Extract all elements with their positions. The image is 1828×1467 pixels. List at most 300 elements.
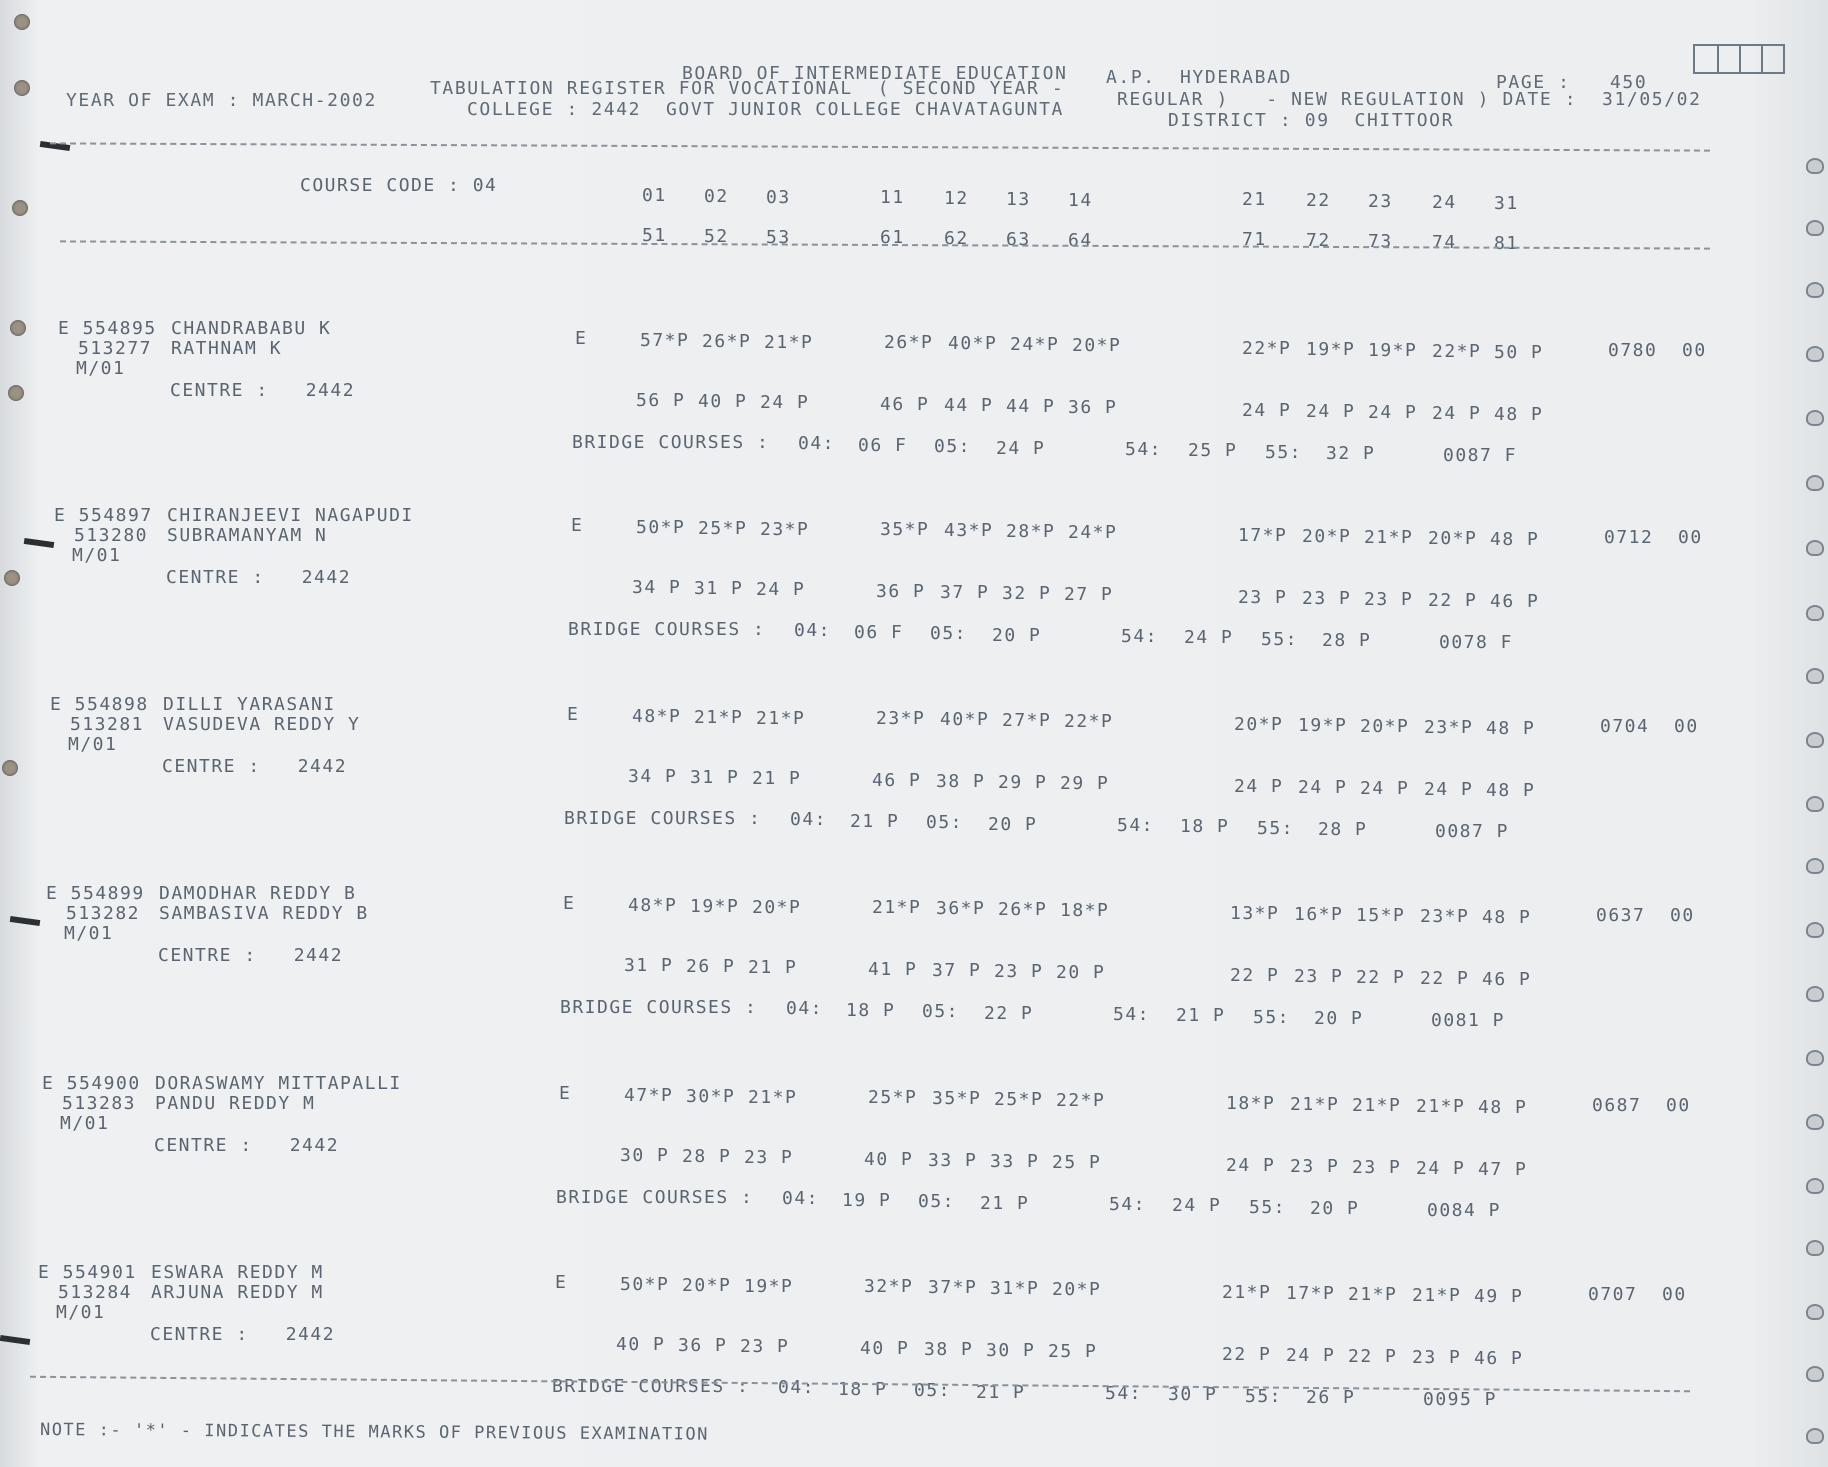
mark-current: 24 P xyxy=(1226,1155,1276,1176)
mark-previous: 20*P xyxy=(1052,1279,1102,1300)
year-of-exam: YEAR OF EXAM : MARCH-2002 xyxy=(66,90,377,111)
bridge-course-value: 04: xyxy=(786,998,824,1019)
course-code: 13 xyxy=(1006,189,1031,210)
bridge-course-value: 05: xyxy=(926,812,964,833)
total-marks: 0704 xyxy=(1600,716,1650,737)
mark-current: 25 P xyxy=(1048,1341,1098,1362)
bridge-courses-label: BRIDGE COURSES : xyxy=(572,432,770,453)
pen-mark xyxy=(24,538,55,548)
mark-previous: 19*P xyxy=(1368,340,1418,361)
total-marks: 0712 xyxy=(1604,527,1654,548)
mark-current: 44 P xyxy=(1006,396,1056,417)
mark-current: 38 P xyxy=(924,1339,974,1360)
course-code: 12 xyxy=(944,188,969,209)
mark-previous: 23*P xyxy=(760,519,810,540)
bridge-course-value: 04: xyxy=(782,1188,820,1209)
feed-hole xyxy=(1806,475,1824,491)
mark-current: 22 P xyxy=(1356,967,1406,988)
student-id: 513283 xyxy=(62,1093,137,1114)
bridge-course-value: 55: xyxy=(1265,442,1303,463)
bridge-course-value: 0078 F xyxy=(1439,632,1514,653)
mark-current: 40 P xyxy=(616,1334,666,1355)
bridge-course-value: 54: xyxy=(1117,815,1155,836)
bridge-courses-label: BRIDGE COURSES : xyxy=(556,1187,754,1208)
feed-hole xyxy=(1806,346,1824,362)
result-code: 00 xyxy=(1674,716,1699,737)
bridge-course-value: 28 P xyxy=(1322,630,1372,651)
mark-current: 34 P xyxy=(628,766,678,787)
mark-previous: 26*P xyxy=(702,331,752,352)
bridge-course-value: 0084 P xyxy=(1427,1200,1502,1221)
mark-current: 37 P xyxy=(932,960,982,981)
mark-previous: 23*P xyxy=(1420,906,1470,927)
mark-current: 22 P xyxy=(1222,1344,1272,1365)
binder-hole xyxy=(12,200,28,216)
group-code: M/01 xyxy=(72,545,122,566)
feed-hole xyxy=(1806,732,1824,748)
bridge-course-value: 24 P xyxy=(1184,627,1234,648)
mark-previous: 48 P xyxy=(1490,529,1540,550)
mark-current: 48 P xyxy=(1486,780,1536,801)
mark-current: 29 P xyxy=(1060,773,1110,794)
mark-previous: 57*P xyxy=(640,330,690,351)
mark-previous: 43*P xyxy=(944,520,994,541)
bridge-course-value: 54: xyxy=(1113,1004,1151,1025)
bridge-course-value: 05: xyxy=(930,623,968,644)
feed-hole xyxy=(1806,668,1824,684)
binder-hole xyxy=(8,385,24,401)
mark-current: 21 P xyxy=(748,957,798,978)
bridge-course-value: 18 P xyxy=(838,1379,888,1400)
mark-previous: 21*P xyxy=(748,1087,798,1108)
bridge-course-value: 28 P xyxy=(1318,819,1368,840)
mark-previous: 21*P xyxy=(872,897,922,918)
mark-previous: 50 P xyxy=(1494,342,1544,363)
mark-current: 23 P xyxy=(1238,587,1288,608)
mark-current: 24 P xyxy=(1298,777,1348,798)
binder-hole xyxy=(2,760,18,776)
result-code: 00 xyxy=(1678,527,1703,548)
mark-current: 23 P xyxy=(1294,966,1344,987)
bridge-course-value: 55: xyxy=(1245,1386,1283,1407)
bridge-course-value: 26 P xyxy=(1306,1387,1356,1408)
medium-code: E xyxy=(563,893,576,914)
group-code: M/01 xyxy=(56,1302,106,1323)
mark-current: 31 P xyxy=(694,578,744,599)
mark-current: 46 P xyxy=(1490,591,1540,612)
mark-current: 46 P xyxy=(1474,1348,1524,1369)
bridge-course-value: 54: xyxy=(1121,626,1159,647)
mark-current: 44 P xyxy=(944,395,994,416)
mark-previous: 40*P xyxy=(940,709,990,730)
total-marks: 0687 xyxy=(1592,1095,1642,1116)
mark-current: 31 P xyxy=(690,767,740,788)
bridge-course-value: 05: xyxy=(934,436,972,457)
mark-current: 23 P xyxy=(1412,1347,1462,1368)
bridge-course-value: 24 P xyxy=(1172,1195,1222,1216)
mark-current: 23 P xyxy=(1364,589,1414,610)
bridge-courses-label: BRIDGE COURSES : xyxy=(568,619,766,640)
mark-current: 48 P xyxy=(1494,404,1544,425)
centre-label: CENTRE : 2442 xyxy=(162,756,348,777)
centre-label: CENTRE : 2442 xyxy=(166,567,352,588)
mark-previous: 21*P xyxy=(1364,527,1414,548)
mark-previous: 47*P xyxy=(624,1085,674,1106)
binder-hole xyxy=(14,14,30,30)
student-id: 513281 xyxy=(70,714,145,735)
mark-previous: 27*P xyxy=(1002,710,1052,731)
feed-hole xyxy=(1806,1428,1824,1444)
course-code: 51 xyxy=(642,225,667,246)
bridge-course-value: 20 P xyxy=(992,625,1042,646)
total-marks: 0707 xyxy=(1588,1284,1638,1305)
bridge-course-value: 20 P xyxy=(1310,1198,1360,1219)
mark-current: 34 P xyxy=(632,577,682,598)
mark-current: 24 P xyxy=(760,392,810,413)
mark-previous: 48*P xyxy=(628,895,678,916)
result-code: 00 xyxy=(1670,905,1695,926)
mark-previous: 20*P xyxy=(1302,526,1352,547)
pen-mark xyxy=(0,1335,30,1345)
group-code: M/01 xyxy=(76,358,126,379)
bridge-course-value: 05: xyxy=(918,1191,956,1212)
bridge-course-value: 05: xyxy=(914,1380,952,1401)
result-code: 00 xyxy=(1666,1095,1691,1116)
medium-code: E xyxy=(567,704,580,725)
mark-current: 24 P xyxy=(756,579,806,600)
feed-hole xyxy=(1806,1366,1824,1382)
course-code: 31 xyxy=(1494,193,1519,214)
course-code: 01 xyxy=(642,185,667,206)
medium-code: E xyxy=(559,1083,572,1104)
mark-current: 22 P xyxy=(1420,968,1470,989)
feed-hole xyxy=(1806,1304,1824,1320)
feed-hole xyxy=(1806,1240,1824,1256)
student-name: CHANDRABABU K xyxy=(171,318,332,339)
bridge-course-value: 22 P xyxy=(984,1003,1034,1024)
father-name: SAMBASIVA REDDY B xyxy=(159,903,369,924)
binder-hole xyxy=(14,80,30,96)
mark-current: 23 P xyxy=(1290,1156,1340,1177)
page-number: 450 xyxy=(1610,72,1648,93)
feed-hole xyxy=(1806,858,1824,874)
medium-code: E xyxy=(575,328,588,349)
mark-current: 36 P xyxy=(678,1335,728,1356)
course-code: 21 xyxy=(1242,189,1267,210)
group-code: M/01 xyxy=(64,923,114,944)
total-marks: 0637 xyxy=(1596,905,1646,926)
binder-hole xyxy=(4,570,20,586)
father-name: VASUDEVA REDDY Y xyxy=(163,714,361,735)
mark-previous: 21*P xyxy=(764,332,814,353)
mark-previous: 25*P xyxy=(994,1089,1044,1110)
mark-current: 33 P xyxy=(990,1151,1040,1172)
mark-previous: 21*P xyxy=(1290,1094,1340,1115)
mark-previous: 22*P xyxy=(1242,338,1292,359)
father-name: RATHNAM K xyxy=(171,338,283,359)
student-id: 513277 xyxy=(78,338,153,359)
mark-current: 37 P xyxy=(940,582,990,603)
mark-current: 22 P xyxy=(1348,1346,1398,1367)
mark-current: 46 P xyxy=(880,394,930,415)
mark-previous: 30*P xyxy=(686,1086,736,1107)
feed-hole xyxy=(1806,922,1824,938)
mark-current: 22 P xyxy=(1428,590,1478,611)
course-code: 73 xyxy=(1368,231,1393,252)
bridge-course-value: 21 P xyxy=(850,811,900,832)
mark-previous: 19*P xyxy=(744,1276,794,1297)
mark-current: 46 P xyxy=(1482,969,1532,990)
mark-current: 28 P xyxy=(682,1146,732,1167)
mark-previous: 21*P xyxy=(694,707,744,728)
course-code: 71 xyxy=(1242,229,1267,250)
bridge-course-value: 21 P xyxy=(976,1382,1026,1403)
mark-current: 30 P xyxy=(986,1340,1036,1361)
mark-previous: 40*P xyxy=(948,333,998,354)
course-code: 02 xyxy=(704,186,729,207)
mark-current: 24 P xyxy=(1432,403,1482,424)
city-label: HYDERABAD xyxy=(1180,67,1292,88)
mark-current: 21 P xyxy=(752,768,802,789)
centre-label: CENTRE : 2442 xyxy=(154,1135,340,1156)
mark-previous: 16*P xyxy=(1294,904,1344,925)
bridge-course-value: 20 P xyxy=(988,814,1038,835)
father-name: SUBRAMANYAM N xyxy=(167,525,328,546)
mark-current: 22 P xyxy=(1230,965,1280,986)
student-name: CHIRANJEEVI NAGAPUDI xyxy=(167,505,414,526)
mark-current: 36 P xyxy=(876,581,926,602)
bridge-course-value: 18 P xyxy=(1180,816,1230,837)
mark-current: 24 P xyxy=(1424,779,1474,800)
mark-previous: 19*P xyxy=(690,896,740,917)
course-code: 23 xyxy=(1368,191,1393,212)
mark-previous: 26*P xyxy=(884,332,934,353)
mark-previous: 21*P xyxy=(1348,1284,1398,1305)
hall-ticket-number: E 554901 xyxy=(38,1262,137,1283)
mark-previous: 20*P xyxy=(1428,528,1478,549)
mark-current: 23 P xyxy=(744,1147,794,1168)
board-logo-icon xyxy=(1693,44,1785,74)
feed-hole xyxy=(1806,158,1824,174)
father-name: ARJUNA REDDY M xyxy=(151,1282,324,1303)
mark-previous: 24*P xyxy=(1068,522,1118,543)
hall-ticket-number: E 554897 xyxy=(54,505,153,526)
bridge-course-value: 54: xyxy=(1105,1383,1143,1404)
medium-code: E xyxy=(555,1272,568,1293)
mark-current: 23 P xyxy=(1302,588,1352,609)
feed-hole xyxy=(1806,282,1824,298)
pen-mark xyxy=(10,916,41,926)
mark-current: 27 P xyxy=(1064,584,1114,605)
mark-current: 40 P xyxy=(698,391,748,412)
mark-current: 24 P xyxy=(1368,402,1418,423)
mark-previous: 24*P xyxy=(1010,334,1060,355)
mark-current: 26 P xyxy=(686,956,736,977)
mark-previous: 50*P xyxy=(636,517,686,538)
page-label: PAGE : xyxy=(1496,72,1571,93)
mark-previous: 19*P xyxy=(1306,339,1356,360)
mark-previous: 37*P xyxy=(928,1277,978,1298)
mark-current: 24 P xyxy=(1234,776,1284,797)
mark-previous: 32*P xyxy=(864,1276,914,1297)
mark-previous: 50*P xyxy=(620,1274,670,1295)
medium-code: E xyxy=(571,515,584,536)
hall-ticket-number: E 554898 xyxy=(50,694,149,715)
mark-current: 47 P xyxy=(1478,1159,1528,1180)
bridge-course-value: 04: xyxy=(794,620,832,641)
course-code: 61 xyxy=(880,227,905,248)
bridge-course-value: 21 P xyxy=(980,1193,1030,1214)
course-code: 03 xyxy=(766,187,791,208)
course-code: 52 xyxy=(704,226,729,247)
centre-label: CENTRE : 2442 xyxy=(150,1324,336,1345)
bridge-course-value: 55: xyxy=(1261,629,1299,650)
mark-previous: 13*P xyxy=(1230,903,1280,924)
student-name: DORASWAMY MITTAPALLI xyxy=(155,1073,402,1094)
bridge-course-value: 04: xyxy=(790,809,828,830)
course-code-label: COURSE CODE : 04 xyxy=(300,175,498,196)
mark-current: 20 P xyxy=(1056,962,1106,983)
district-line: DISTRICT : 09 CHITTOOR xyxy=(1168,110,1455,131)
group-code: M/01 xyxy=(60,1113,110,1134)
mark-previous: 18*P xyxy=(1226,1093,1276,1114)
mark-previous: 25*P xyxy=(698,518,748,539)
bridge-course-value: 05: xyxy=(922,1001,960,1022)
mark-previous: 25*P xyxy=(868,1087,918,1108)
mark-current: 25 P xyxy=(1052,1152,1102,1173)
group-code: M/01 xyxy=(68,734,118,755)
student-id: 513282 xyxy=(66,903,141,924)
feed-hole xyxy=(1806,1114,1824,1130)
feed-hole xyxy=(1806,605,1824,621)
student-id: 513280 xyxy=(74,525,149,546)
bridge-course-value: 04: xyxy=(798,433,836,454)
mark-previous: 35*P xyxy=(932,1088,982,1109)
mark-previous: 20*P xyxy=(682,1275,732,1296)
feed-hole xyxy=(1806,540,1824,556)
mark-current: 23 P xyxy=(994,961,1044,982)
centre-label: CENTRE : 2442 xyxy=(158,945,344,966)
course-code: 62 xyxy=(944,228,969,249)
bridge-course-value: 55: xyxy=(1249,1197,1287,1218)
regulation-line: REGULAR ) - NEW REGULATION ) DATE : 31/05/02 xyxy=(1117,89,1702,110)
mark-current: 40 P xyxy=(864,1149,914,1170)
mark-previous: 20*P xyxy=(752,897,802,918)
mark-previous: 22*P xyxy=(1056,1090,1106,1111)
hall-ticket-number: E 554895 xyxy=(58,318,157,339)
bridge-course-value: 25 P xyxy=(1188,440,1238,461)
hall-ticket-number: E 554900 xyxy=(42,1073,141,1094)
mark-previous: 35*P xyxy=(880,519,930,540)
mark-previous: 21*P xyxy=(756,708,806,729)
course-code: 24 xyxy=(1432,192,1457,213)
mark-current: 24 P xyxy=(1360,778,1410,799)
bridge-course-value: 0087 P xyxy=(1435,821,1510,842)
mark-current: 32 P xyxy=(1002,583,1052,604)
mark-previous: 15*P xyxy=(1356,905,1406,926)
mark-current: 30 P xyxy=(620,1145,670,1166)
mark-previous: 17*P xyxy=(1286,1283,1336,1304)
bridge-course-value: 55: xyxy=(1257,818,1295,839)
mark-current: 46 P xyxy=(872,770,922,791)
bridge-course-value: 24 P xyxy=(996,438,1046,459)
mark-current: 40 P xyxy=(860,1338,910,1359)
mark-previous: 20*P xyxy=(1360,716,1410,737)
bridge-course-value: 0081 P xyxy=(1431,1010,1506,1031)
divider xyxy=(50,142,1710,151)
course-code: 11 xyxy=(880,187,905,208)
mark-current: 31 P xyxy=(624,955,674,976)
bridge-course-value: 0095 P xyxy=(1423,1389,1498,1410)
mark-previous: 22*P xyxy=(1432,341,1482,362)
mark-previous: 48*P xyxy=(632,706,682,727)
course-code: 81 xyxy=(1494,233,1519,254)
course-code: 63 xyxy=(1006,229,1031,250)
mark-current: 36 P xyxy=(1068,397,1118,418)
mark-current: 24 P xyxy=(1242,400,1292,421)
bridge-course-value: 06 F xyxy=(858,435,908,456)
college-line: COLLEGE : 2442 GOVT JUNIOR COLLEGE CHAVATAGUNTA xyxy=(467,99,1064,120)
mark-current: 33 P xyxy=(928,1150,978,1171)
feed-hole xyxy=(1806,220,1824,236)
course-code: 72 xyxy=(1306,230,1331,251)
feed-hole xyxy=(1806,410,1824,426)
footnote: NOTE :- '*' - INDICATES THE MARKS OF PREVIOUS EXAMINATION xyxy=(39,1420,709,1445)
mark-current: 23 P xyxy=(1352,1157,1402,1178)
student-name: DILLI YARASANI xyxy=(163,694,336,715)
centre-label: CENTRE : 2442 xyxy=(170,380,356,401)
mark-current: 24 P xyxy=(1306,401,1356,422)
bridge-course-value: 55: xyxy=(1253,1007,1291,1028)
feed-hole xyxy=(1806,986,1824,1002)
register-title: TABULATION REGISTER FOR VOCATIONAL ( SECOND YEAR - xyxy=(430,78,1065,99)
mark-previous: 17*P xyxy=(1238,525,1288,546)
mark-previous: 19*P xyxy=(1298,715,1348,736)
mark-previous: 48 P xyxy=(1486,718,1536,739)
feed-hole xyxy=(1806,1178,1824,1194)
course-code: 53 xyxy=(766,227,791,248)
mark-current: 41 P xyxy=(868,959,918,980)
total-marks: 0780 xyxy=(1608,340,1658,361)
bridge-course-value: 21 P xyxy=(1176,1005,1226,1026)
bridge-course-value: 54: xyxy=(1109,1194,1147,1215)
hall-ticket-number: E 554899 xyxy=(46,883,145,904)
bridge-course-value: 18 P xyxy=(846,1000,896,1021)
result-code: 00 xyxy=(1662,1284,1687,1305)
bridge-course-value: 19 P xyxy=(842,1190,892,1211)
mark-previous: 23*P xyxy=(1424,717,1474,738)
feed-hole xyxy=(1806,796,1824,812)
mark-previous: 22*P xyxy=(1064,711,1114,732)
binder-hole xyxy=(10,320,26,336)
mark-previous: 21*P xyxy=(1222,1282,1272,1303)
bridge-course-value: 20 P xyxy=(1314,1008,1364,1029)
mark-previous: 49 P xyxy=(1474,1286,1524,1307)
student-name: DAMODHAR REDDY B xyxy=(159,883,357,904)
bridge-courses-label: BRIDGE COURSES : xyxy=(560,997,758,1018)
mark-current: 24 P xyxy=(1286,1345,1336,1366)
father-name: PANDU REDDY M xyxy=(155,1093,316,1114)
mark-previous: 21*P xyxy=(1416,1096,1466,1117)
feed-hole xyxy=(1806,1050,1824,1066)
course-code: 14 xyxy=(1068,190,1093,211)
bridge-course-value: 30 P xyxy=(1168,1384,1218,1405)
student-name: ESWARA REDDY M xyxy=(151,1262,324,1283)
student-id: 513284 xyxy=(58,1282,133,1303)
mark-previous: 18*P xyxy=(1060,900,1110,921)
mark-current: 29 P xyxy=(998,772,1048,793)
mark-previous: 21*P xyxy=(1352,1095,1402,1116)
